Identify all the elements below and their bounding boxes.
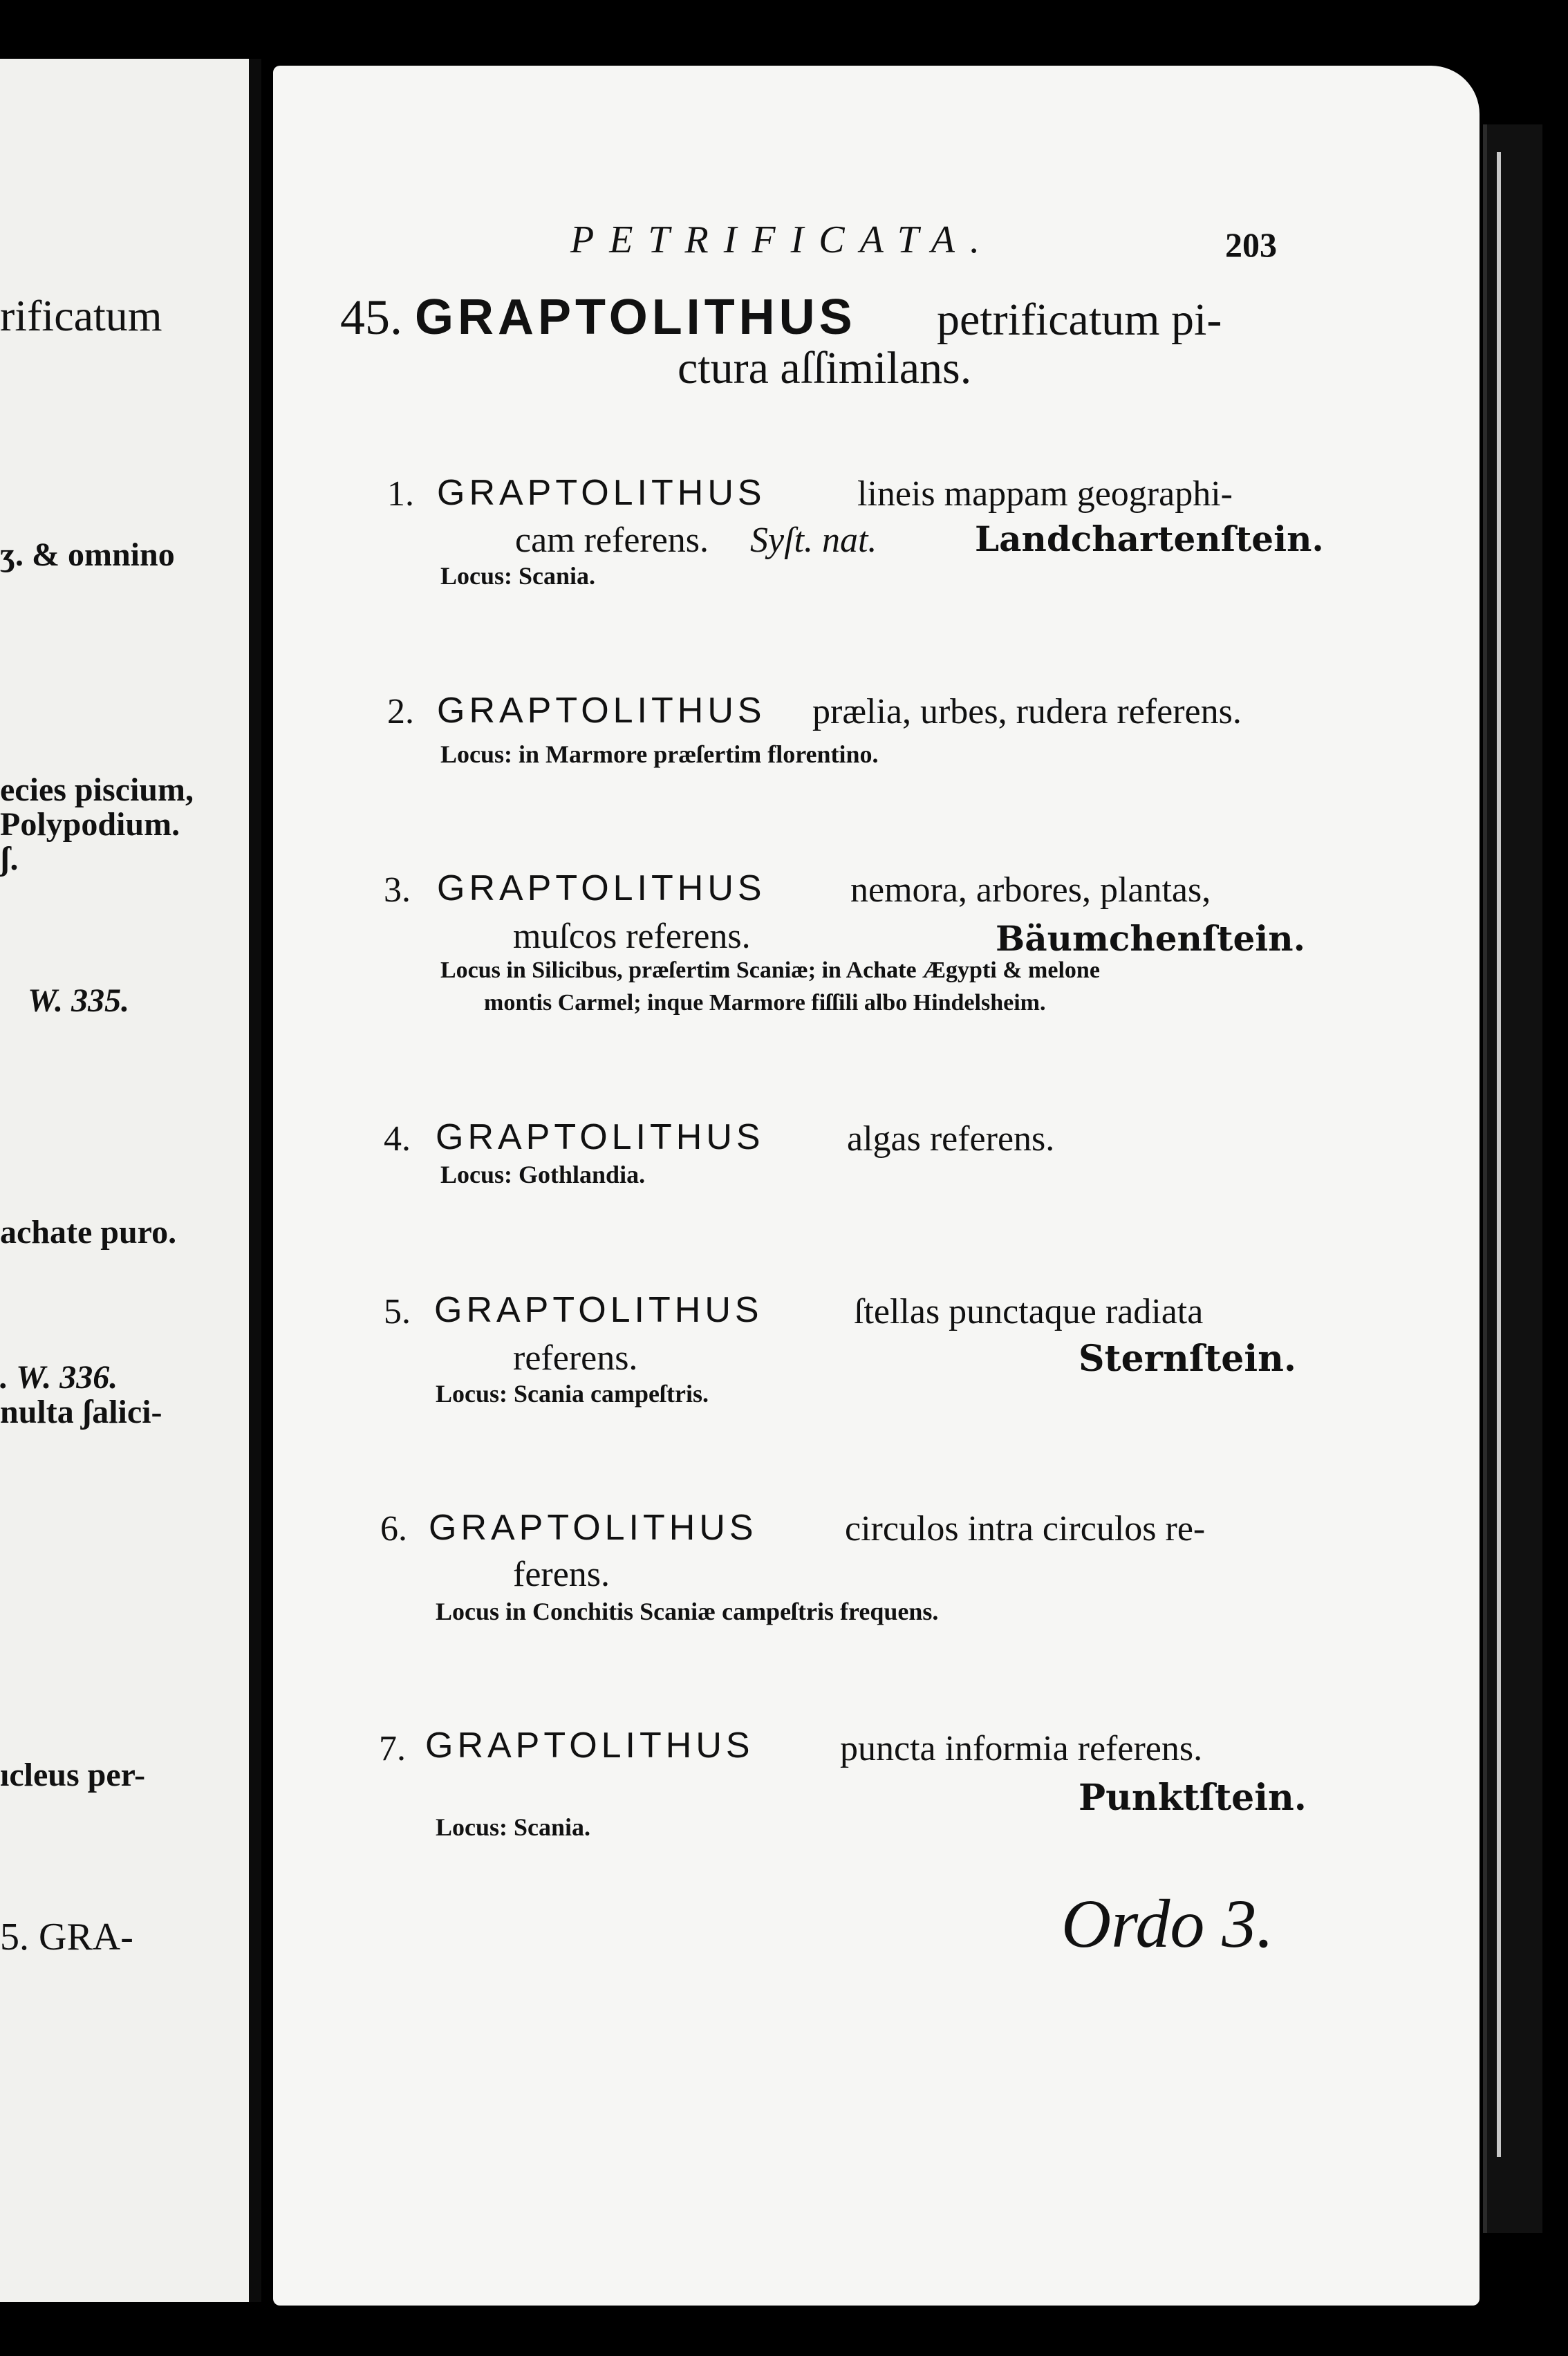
page-number: 203 xyxy=(1225,225,1277,264)
entry-description: lineis mappam geographi- xyxy=(857,474,1233,514)
entry-german-name: Punktſtein. xyxy=(1079,1777,1307,1819)
entry-genus: GRAPTOLITHUS xyxy=(429,1508,758,1548)
left-fragment: . W. 336. xyxy=(0,1359,118,1396)
entry-german-name: Landchartenſtein. xyxy=(975,518,1324,559)
section-genus: GRAPTOLITHUS xyxy=(415,290,857,345)
entry-german-name: Bäumchenſtein. xyxy=(996,918,1306,959)
entry-description: circulos intra circulos re- xyxy=(845,1509,1206,1549)
entry-description: referens. xyxy=(513,1338,638,1378)
section-title-line2: ctura aſſimilans. xyxy=(678,343,972,393)
entry-number: 5. xyxy=(384,1292,411,1331)
left-fragment: ʃ. xyxy=(0,841,19,877)
entry-description: algas referens. xyxy=(847,1119,1055,1159)
entry-genus: GRAPTOLITHUS xyxy=(437,868,766,908)
entry-description: prælia, urbes, rudera referens. xyxy=(812,692,1242,731)
section-title-rest: petrificatum pi- xyxy=(937,294,1222,345)
entry-locus: Locus in Silicibus, præſertim Scaniæ; in Achate Ægypti & melone xyxy=(440,957,1100,983)
entry-number: 7. xyxy=(379,1729,406,1768)
entry-description: cam referens. xyxy=(515,521,709,560)
entry-reference: Syſt. nat. xyxy=(750,521,877,560)
entry-description: ferens. xyxy=(513,1555,610,1594)
entry-locus: Locus: Scania campeſtris. xyxy=(436,1380,709,1408)
entry-description: nemora, arbores, plantas, xyxy=(850,870,1211,910)
section-number: 45. xyxy=(340,290,402,345)
entry-description: puncta informia referens. xyxy=(840,1729,1203,1768)
entry-genus: GRAPTOLITHUS xyxy=(437,691,766,731)
left-page xyxy=(0,59,261,2302)
left-fragment: ecies piscium, xyxy=(0,772,194,808)
running-title: PETRIFICATA. xyxy=(570,218,995,261)
left-fragment: Polypodium. xyxy=(0,806,180,843)
entry-genus: GRAPTOLITHUS xyxy=(434,1290,763,1330)
entry-locus: Locus: Scania. xyxy=(436,1813,591,1841)
entry-genus: GRAPTOLITHUS xyxy=(437,473,766,513)
entry-locus: montis Carmel; inque Marmore fiſſili albo Hindelsheim. xyxy=(484,990,1046,1016)
left-fragment: nulta ʃalici- xyxy=(0,1394,162,1430)
left-fragment: ıcleus per- xyxy=(0,1757,146,1793)
left-fragment: ʒ. & omnino xyxy=(0,536,175,573)
entry-number: 3. xyxy=(384,870,411,910)
entry-locus: Locus: Scania. xyxy=(440,562,596,590)
entry-number: 4. xyxy=(384,1119,411,1159)
entry-description: ſtellas punctaque radiata xyxy=(854,1292,1204,1331)
entry-locus: Locus in Conchitis Scaniæ campeſtris frequens. xyxy=(436,1598,939,1625)
left-fragment: rificatum xyxy=(0,291,162,340)
entry-number: 1. xyxy=(387,474,414,514)
left-fragment: 5. GRA- xyxy=(0,1916,133,1958)
entry-german-name: Sternſtein. xyxy=(1079,1338,1296,1380)
catchword: Ordo 3. xyxy=(1061,1885,1274,1962)
entry-locus: Locus: in Marmore præſertim florentino. xyxy=(440,740,879,768)
left-fragment: achate puro. xyxy=(0,1214,177,1251)
entry-number: 6. xyxy=(380,1509,407,1549)
page-edge xyxy=(1483,124,1542,2233)
entry-number: 2. xyxy=(387,692,414,731)
page-edge-line xyxy=(1497,152,1501,2157)
entry-description: muſcos referens. xyxy=(513,917,751,956)
section-title xyxy=(340,289,857,346)
entry-locus: Locus: Gothlandia. xyxy=(440,1161,646,1188)
entry-genus: GRAPTOLITHUS xyxy=(425,1726,754,1766)
entry-genus: GRAPTOLITHUS xyxy=(436,1117,765,1157)
left-fragment: W. 335. xyxy=(28,982,130,1019)
